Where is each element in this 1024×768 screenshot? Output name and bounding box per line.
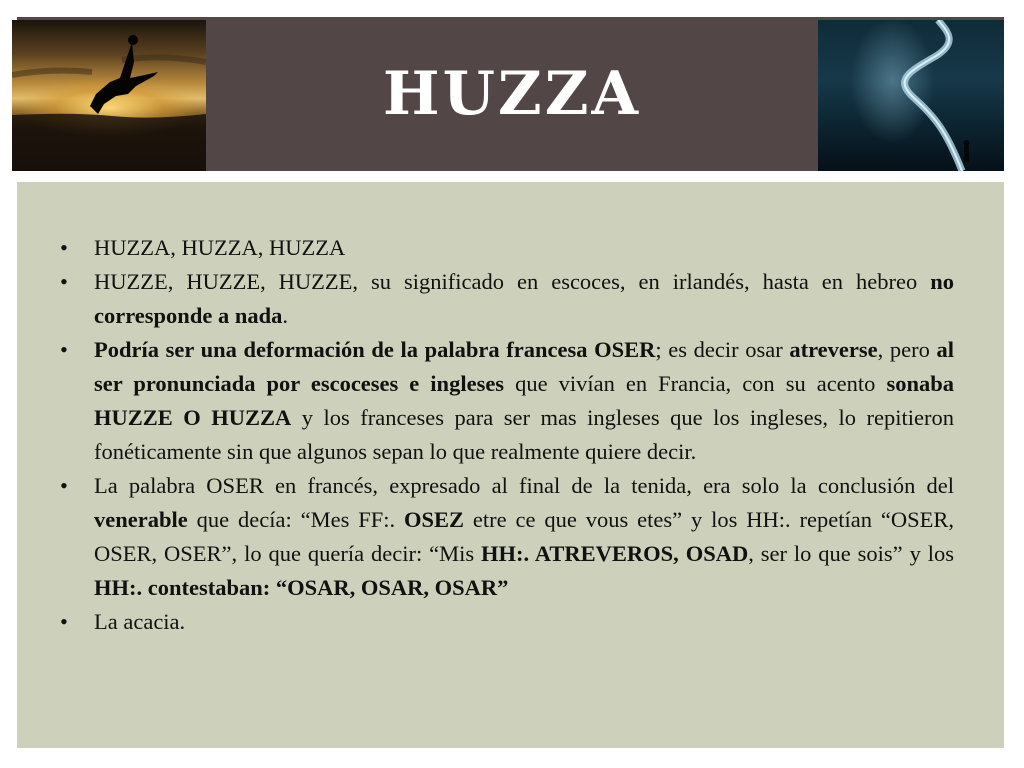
slide-title: HUZZA [382,59,642,129]
text-segment: . [282,303,288,328]
sunset-silhouette-graphic [12,20,206,171]
bold-text-segment: Podría ser una deformación de la palabra francesa OSER [94,337,656,362]
bullet-item [60,469,954,605]
bold-text-segment: OSEZ [404,507,465,532]
lone-figure-on-winding-path-photo [818,20,1004,171]
text-segment: HUZZE, HUZZE, HUZZE, su significado en escoces, en irlandés, hasta en hebreo [94,269,931,294]
text-segment: , ser lo que sois” y los [748,541,954,566]
bullet-list [60,231,954,639]
bold-text-segment: HH:. contestaban: “OSAR, OSAR, OSAR” [94,575,509,600]
bullet-item [60,231,954,265]
text-segment: etre ce que vous etes” y los HH:. repetían “OSER, OSER, OSER”, lo que quería decir: “Mis [94,507,954,566]
text-segment: que vivían en Francia, con su acento [504,371,887,396]
bold-text-segment: atreverse [789,337,878,362]
text-segment: ; es decir osar [655,337,790,362]
text-segment: , pero [877,337,937,362]
text-segment: HUZZA, HUZZA, HUZZA [94,235,346,260]
bold-text-segment: al ser pronunciada por escoceses e ingleses [94,337,955,396]
text-segment: y los franceses para ser mas ingleses que los ingleses, lo repitieron fonéticamente sin que algunos sepan lo que realmente quiere decir. [94,405,954,464]
bullet-item [60,265,954,333]
bold-text-segment: sonaba HUZZE O HUZZA [94,371,954,430]
text-segment: que decía: “Mes FF:. [187,507,404,532]
bullet-item [60,605,954,639]
bullet-item [60,333,954,469]
text-segment: La acacia. [94,609,186,634]
bold-text-segment: no corresponde a nada [94,269,954,328]
bold-text-segment: venerable [94,507,188,532]
silhouette-jumping-at-sunset-photo [12,20,206,171]
winding-path-graphic [818,20,1004,171]
text-segment: La palabra OSER en francés, expresado al final de la tenida, era solo la conclusión del [94,473,954,498]
bold-text-segment: HH:. ATREVEROS, OSAD [481,541,749,566]
